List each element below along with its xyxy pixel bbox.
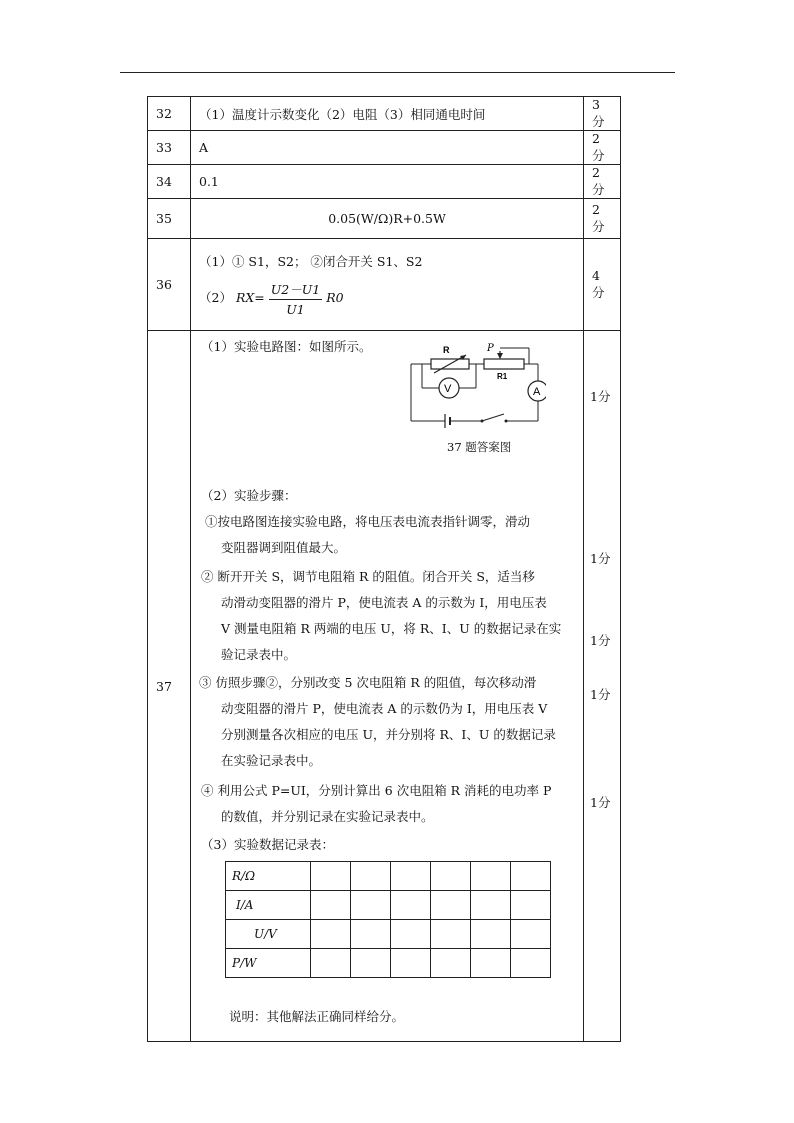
table-row (148, 97, 621, 131)
table-row (148, 165, 621, 199)
step-line: ④ 利用公式 P=UI，分别计算出 6 次电阻箱 R 消耗的电功率 P (201, 783, 552, 798)
score: 3分 (584, 97, 621, 131)
record-row-label: U/V (226, 920, 311, 949)
question-number: 37 (148, 331, 191, 1042)
part2-label: （2）实验步骤： (201, 488, 297, 503)
score: 1分 (590, 795, 611, 810)
question-number: 36 (148, 239, 191, 331)
header-rule (120, 72, 675, 73)
table-row (148, 131, 621, 165)
record-row (226, 891, 551, 920)
part1-label: （1）实验电路图：如图所示。 (201, 339, 372, 354)
score: 1分 (590, 687, 611, 702)
score: 1分 (590, 633, 611, 648)
step-line: 验记录表中。 (221, 647, 297, 662)
part3-label: （3）实验数据记录表： (201, 837, 334, 852)
question-number: 32 (148, 97, 191, 131)
answer-content: （1）温度计示数变化（2）电阻（3）相同通电时间 (191, 97, 584, 131)
step-line: ② 断开开关 S，调节电阻箱 R 的阻值。闭合开关 S，适当移 (201, 569, 535, 584)
part-label: （2） (199, 290, 232, 305)
record-row-label: R/Ω (226, 862, 311, 891)
step-line: 动变阻器的滑片 P，使电流表 A 的示数仍为 I，用电压表 V (221, 701, 548, 716)
step-line: 变阻器调到阻值最大。 (221, 540, 347, 555)
q37-content (191, 331, 583, 1041)
step-line: V 测量电阻箱 R 两端的电压 U，将 R、I、U 的数据记录在实 (221, 621, 562, 636)
step-line: 在实验记录表中。 (221, 753, 322, 768)
answer-content (191, 331, 584, 1042)
note: 说明：其他解法正确同样给分。 (229, 1009, 405, 1024)
answer-content: A (191, 131, 584, 165)
step-line: 的数值，并分别记录在实验记录表中。 (221, 809, 434, 824)
answer-content (191, 239, 584, 331)
step-line: 分别测量各次相应的电压 U，并分别将 R、I、U 的数据记录 (221, 727, 556, 742)
record-row-label: I/A (226, 891, 311, 920)
formula-rhs: R0 (326, 290, 344, 305)
figure-caption: 37 题答案图 (447, 440, 512, 454)
step-line: ①按电路图连接实验电路，将电压表电流表指针调零，滑动 (205, 514, 531, 529)
score: 2分 (584, 131, 621, 165)
formula-lhs: RX= (235, 290, 265, 305)
record-row (226, 920, 551, 949)
score: 4分 (584, 239, 621, 331)
record-table (225, 861, 551, 978)
formula-numerator: U2－U1 (269, 280, 322, 300)
score-column (584, 331, 621, 1042)
rheostat-label: R1 (497, 372, 508, 381)
answer-line: （1）① S1，S2； ②闭合开关 S1、S2 (199, 254, 423, 269)
formula-fraction (269, 280, 322, 317)
record-row (226, 949, 551, 978)
score: 2分 (584, 165, 621, 199)
answer-table (147, 96, 621, 1042)
resistor-label: R (443, 345, 450, 355)
score: 1分 (590, 551, 611, 566)
score: 1分 (590, 389, 611, 404)
formula-denominator: U1 (286, 302, 305, 317)
step-line: ③ 仿照步骤②，分别改变 5 次电阻箱 R 的阻值，每次移动滑 (199, 675, 537, 690)
voltmeter-label: V (444, 383, 452, 395)
score: 2分 (584, 199, 621, 239)
table-row (148, 239, 621, 331)
record-row-label: P/W (226, 949, 311, 978)
formula-line (199, 280, 575, 317)
table-row (148, 199, 621, 239)
question-number: 33 (148, 131, 191, 165)
record-row (226, 862, 551, 891)
table-row (148, 331, 621, 1042)
circuit-diagram (396, 341, 546, 441)
answer-content: 0.1 (191, 165, 584, 199)
answer-content: 0.05(W/Ω)R+0.5W (191, 199, 584, 239)
question-number: 34 (148, 165, 191, 199)
pointer-label: P (487, 343, 494, 354)
question-number: 35 (148, 199, 191, 239)
ammeter-label: A (533, 386, 541, 398)
step-line: 动滑动变阻器的滑片 P，使电流表 A 的示数为 I，用电压表 (221, 595, 547, 610)
